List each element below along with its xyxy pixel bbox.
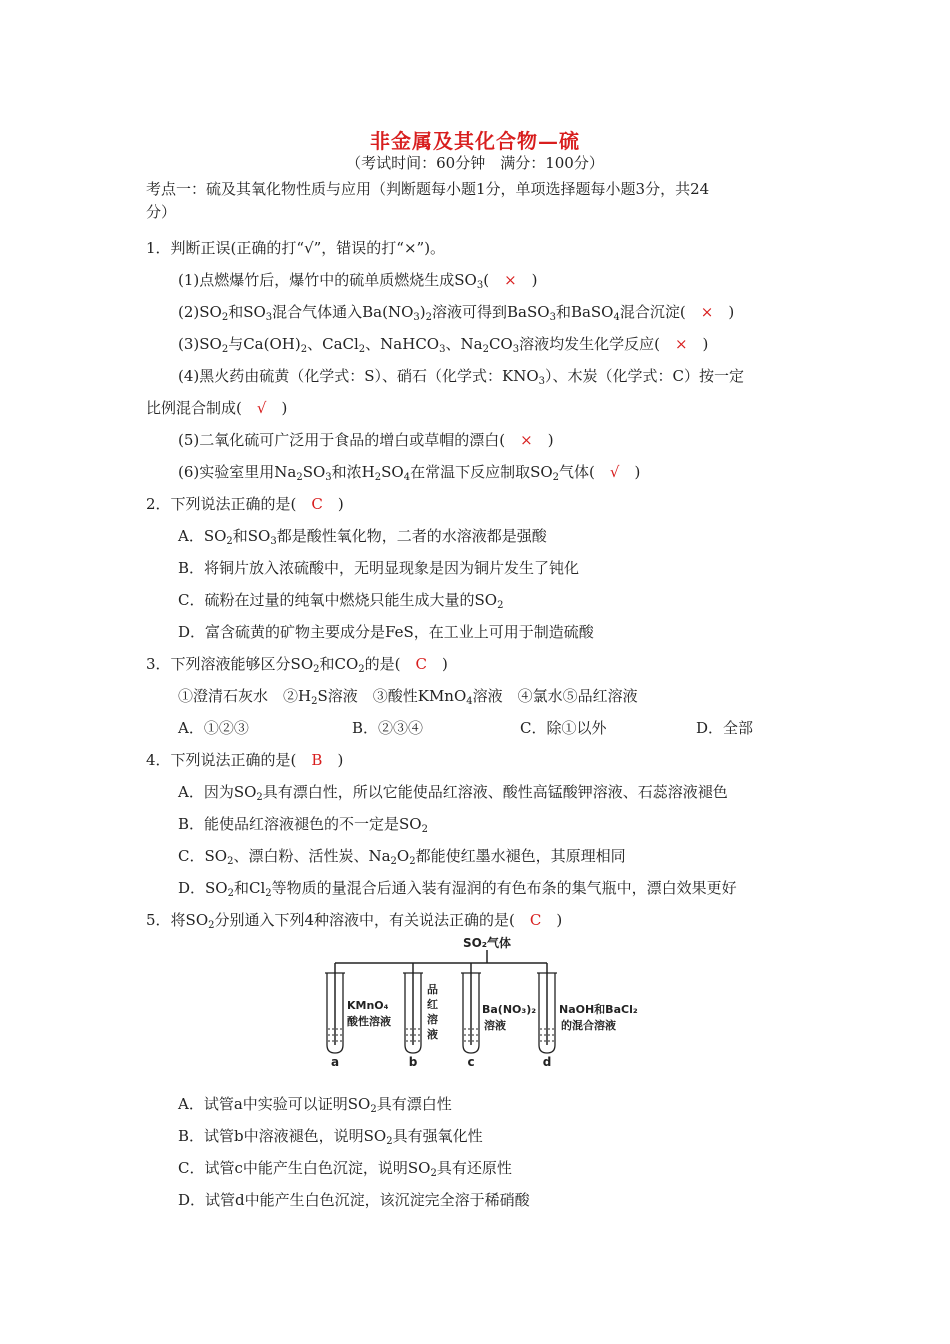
q5-option-c: C．试管c中能产生白色沉淀，说明$SO_2$具有还原性 bbox=[178, 1159, 512, 1179]
q3-option-a: A．①②③ bbox=[178, 719, 249, 737]
question-5-stem: 5．将$SO_2$分别通入下列4种溶液中，有关说法正确的是( C ) bbox=[146, 911, 563, 931]
tube-b-letter: b bbox=[408, 1055, 418, 1068]
answer-mark: √ bbox=[256, 399, 267, 417]
q2-option-a: A．$SO_2$和$SO_3$都是酸性氧化物，二者的水溶液都是强酸 bbox=[178, 527, 547, 547]
test-tube-diagram bbox=[325, 933, 650, 1068]
answer-mark: × bbox=[520, 431, 533, 449]
question-3-stem: 3．下列溶液能够区分$SO_2$和$CO_2$的是( C ) bbox=[146, 655, 448, 675]
q1-item-3: $(3)SO_2$与$Ca(OH)_2$、CaCl$_2$、NaHCO$_3$、$Na_2CO_3$溶液均发生化学反应( × ) bbox=[178, 335, 709, 355]
q1-item-5: (5)二氧化硫可广泛用于食品的增白或草帽的漂白( × ) bbox=[178, 431, 554, 449]
q3-option-d: D．全部 bbox=[696, 719, 754, 737]
tube-b-label-3: 溶 bbox=[427, 1013, 438, 1026]
q5-option-b: B．试管b中溶液褪色，说明$SO_2$具有强氧化性 bbox=[178, 1127, 483, 1147]
page-title: 非金属及其化合物—硫 bbox=[370, 129, 580, 153]
q1-item-4-line1: (4)黑火药由硫黄（化学式：S）、硝石（化学式：$KNO_3$）、木炭（化学式：C）按一定 bbox=[178, 367, 745, 387]
answer-mark: C bbox=[311, 495, 323, 513]
q2-option-d: D．富含硫黄的矿物主要成分是FeS，在工业上可用于制造硫酸 bbox=[178, 623, 594, 641]
answer-mark: √ bbox=[609, 463, 620, 481]
tube-b-label-1: 品 bbox=[427, 983, 438, 996]
exam-info: （考试时间：60分钟 满分：100分） bbox=[346, 154, 604, 172]
gas-label: SO₂气体 bbox=[462, 936, 512, 950]
q4-option-b: B．能使品红溶液褪色的不一定是$SO_2$ bbox=[178, 815, 428, 835]
q3-option-b: B．②③④ bbox=[352, 719, 424, 737]
tube-d-label-2: 的混合溶液 bbox=[561, 1019, 616, 1032]
tube-d-letter: d bbox=[542, 1055, 552, 1068]
q3-option-c: C．除①以外 bbox=[520, 719, 607, 737]
tube-a-letter: a bbox=[330, 1055, 340, 1068]
tube-a-label-2: 酸性溶液 bbox=[347, 1015, 391, 1028]
section-heading-line2: 分） bbox=[146, 203, 177, 221]
answer-mark: B bbox=[311, 751, 323, 769]
q1-item-4-line2: 比例混合制成( √ ) bbox=[146, 399, 288, 417]
question-1-stem: 1．判断正误(正确的打“√”，错误的打“×”)。 bbox=[146, 239, 446, 257]
tube-c-label-1: Ba(NO₃)₂ bbox=[482, 1003, 537, 1016]
answer-mark: C bbox=[529, 911, 542, 929]
answer-mark: × bbox=[674, 335, 688, 353]
tube-a-label-1: KMnO₄ bbox=[347, 999, 389, 1012]
q3-reagent-list: ①澄清石灰水 $②H_2S$溶液 ③酸性KMnO$_4$溶液 ④氯水⑤品红溶液 bbox=[178, 687, 638, 707]
question-4-stem: 4．下列说法正确的是( B ) bbox=[146, 751, 344, 769]
q4-option-a: A．因为$SO_2$具有漂白性，所以它能使品红溶液、酸性高锰酸钾溶液、石蕊溶液褪色 bbox=[178, 783, 728, 803]
q1-item-1: (1)点燃爆竹后，爆竹中的硫单质燃烧生成$SO_3$( × ) bbox=[178, 271, 538, 291]
tube-c-letter: c bbox=[467, 1055, 475, 1068]
answer-mark: × bbox=[700, 303, 714, 321]
q1-item-6: (6)实验室里用$Na_2SO_3$和浓$H_2SO_4$在常温下反应制取$SO_2$气体( √ ) bbox=[178, 463, 641, 483]
answer-mark: × bbox=[504, 271, 517, 289]
question-2-stem: 2．下列说法正确的是( C ) bbox=[146, 495, 344, 513]
q4-option-d: D．$SO_2$和$Cl_2$等物质的量混合后通入装有湿润的有色布条的集气瓶中，漂白效果更好 bbox=[178, 879, 737, 899]
q5-option-a: A．试管a中实验可以证明$SO_2$具有漂白性 bbox=[178, 1095, 452, 1115]
q5-option-d: D．试管d中能产生白色沉淀，该沉淀完全溶于稀硝酸 bbox=[178, 1191, 530, 1209]
tube-b-label-2: 红 bbox=[427, 998, 438, 1011]
answer-mark: C bbox=[415, 655, 428, 673]
q2-option-c: C．硫粉在过量的纯氧中燃烧只能生成大量的$SO_2$ bbox=[178, 591, 504, 611]
tube-d-label-1: NaOH和BaCl₂ bbox=[559, 1003, 638, 1016]
tube-c-label-2: 溶液 bbox=[484, 1019, 506, 1032]
q1-item-2: $(2)SO_2$和$SO_3$混合气体通入$Ba(NO_3)_2$溶液可得到BaSO$_3$和BaSO$_4$混合沉淀( × ) bbox=[178, 303, 735, 323]
section-heading-line1: 考点一：硫及其氧化物性质与应用（判断题每小题1分，单项选择题每小题3分，共24 bbox=[146, 180, 710, 198]
q2-option-b: B．将铜片放入浓硫酸中，无明显现象是因为铜片发生了钝化 bbox=[178, 559, 580, 577]
q4-option-c: C．$SO_2$、漂白粉、活性炭、$Na_2O_2$都能使红墨水褪色，其原理相同 bbox=[178, 847, 626, 867]
tube-b-label-4: 液 bbox=[427, 1028, 438, 1041]
